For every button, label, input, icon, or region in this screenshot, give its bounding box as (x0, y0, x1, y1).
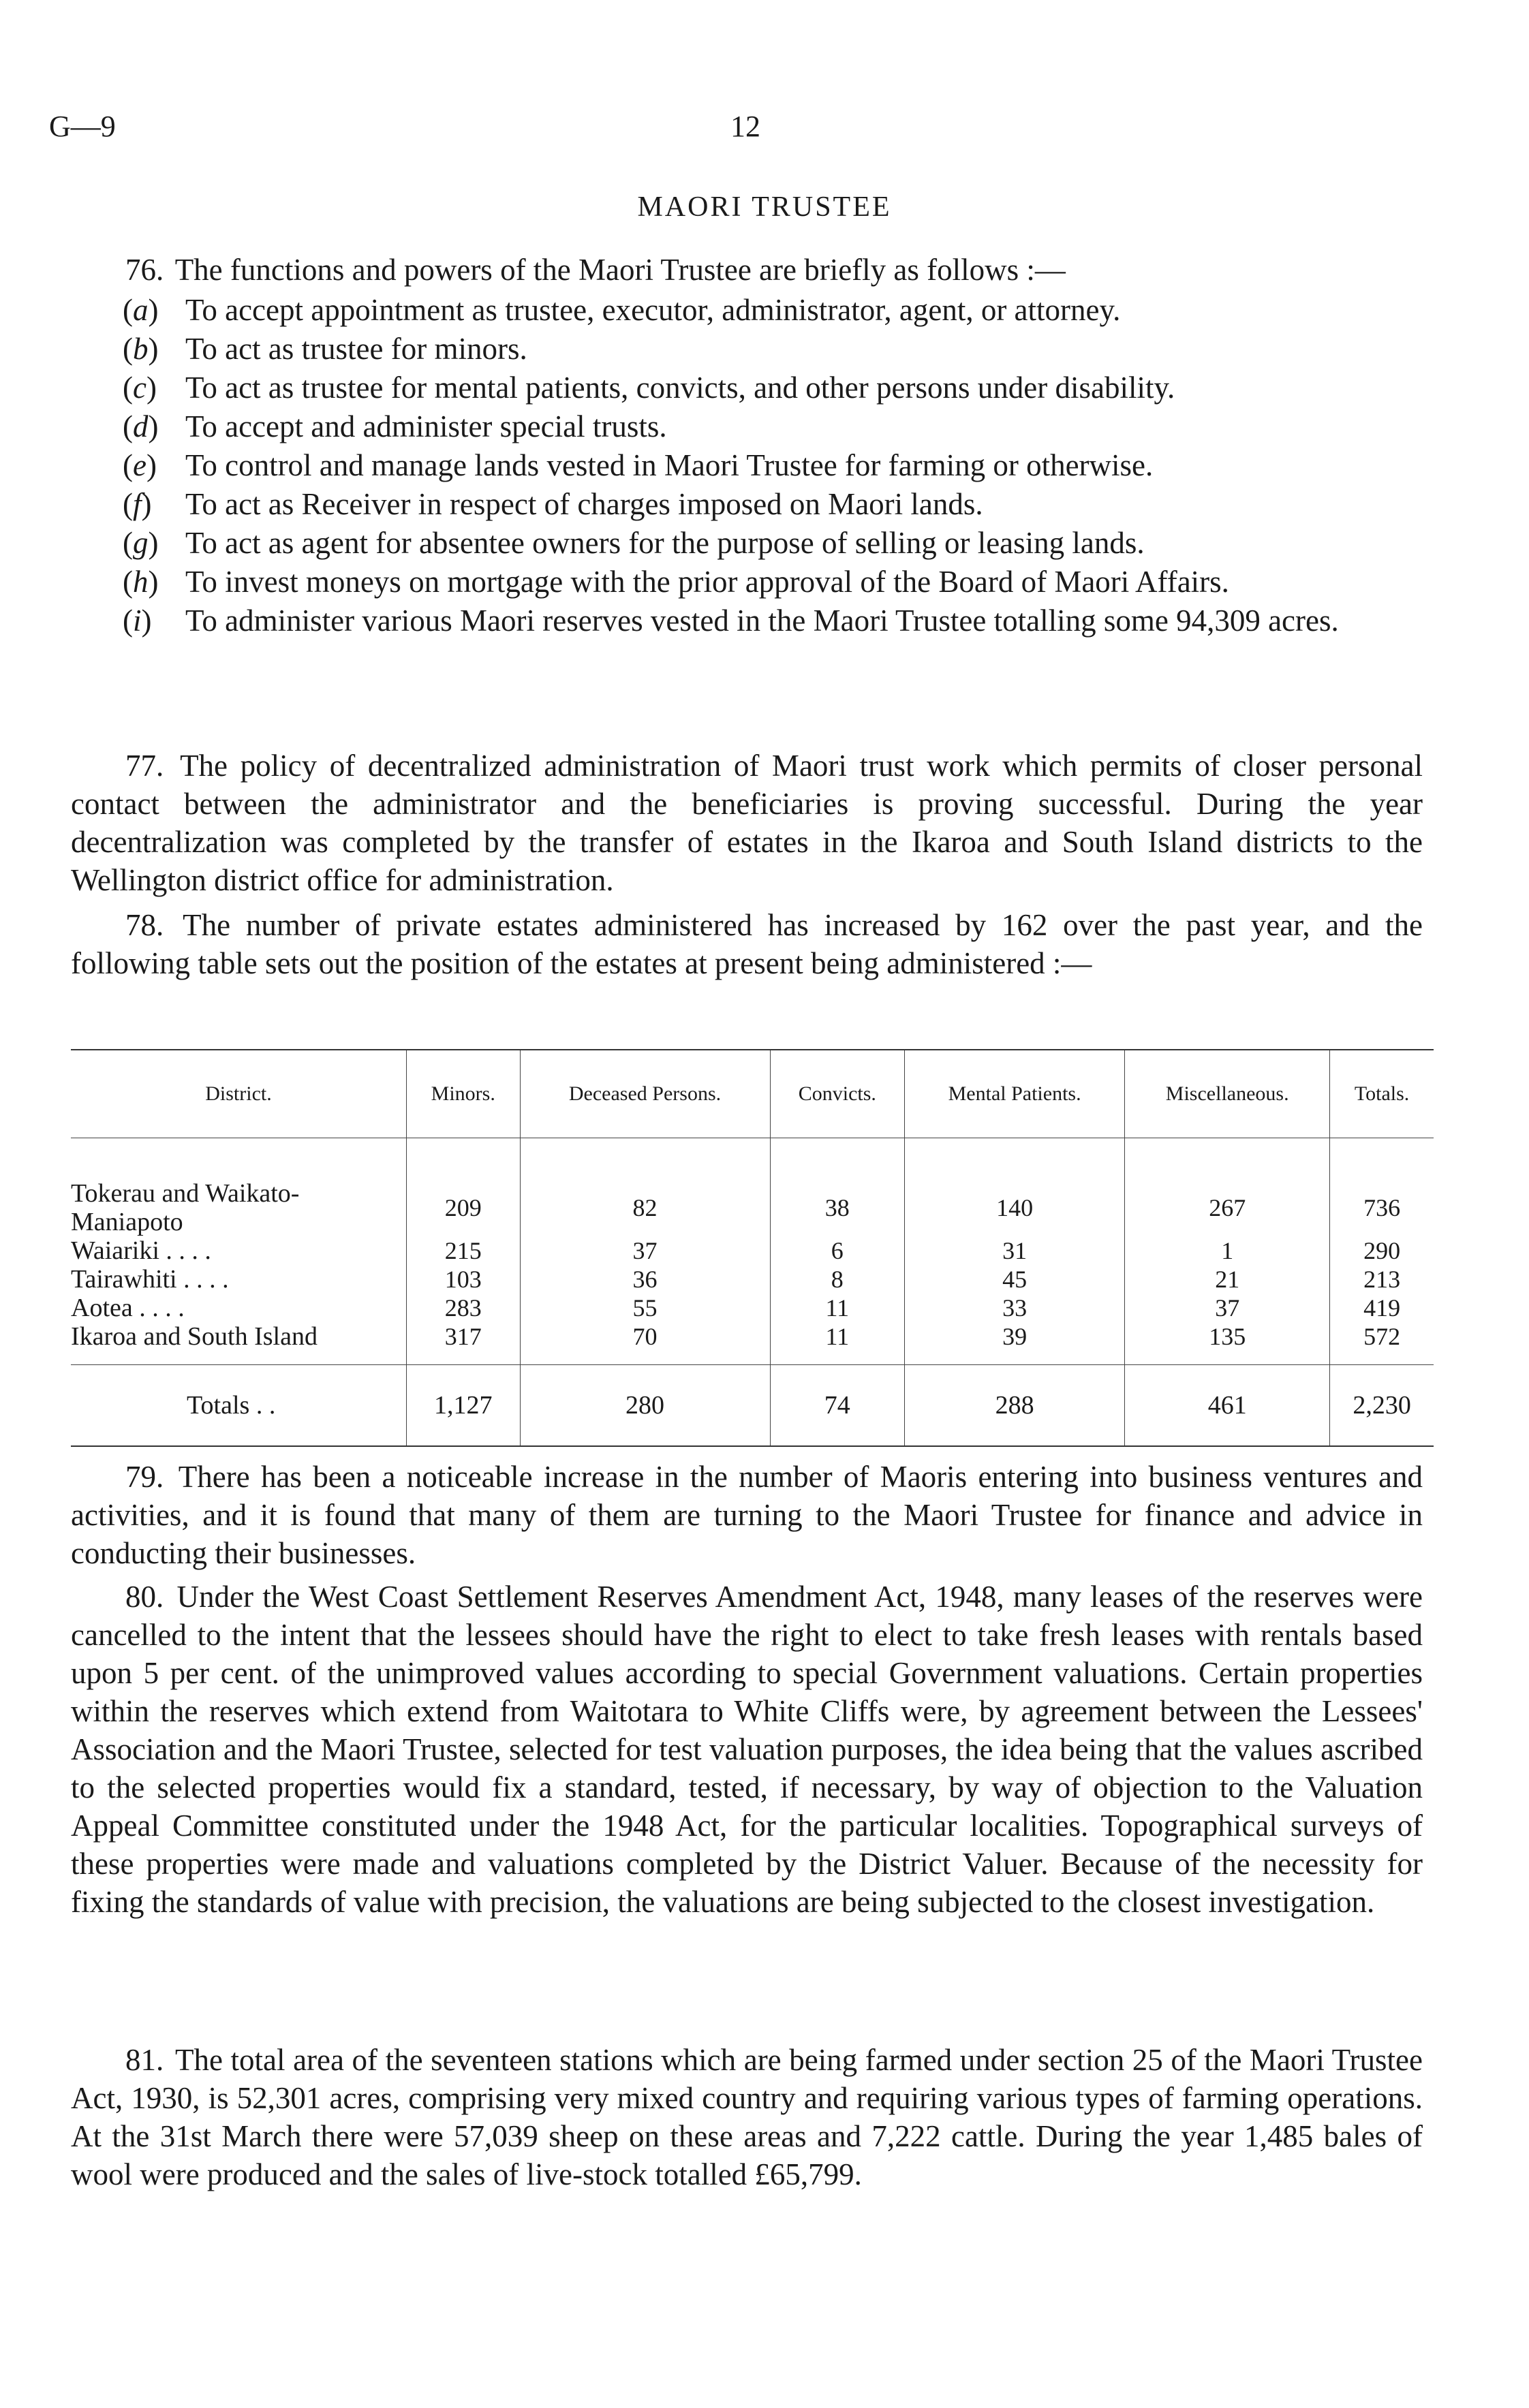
misc-cell: 1 (1125, 1236, 1330, 1265)
table-row (71, 1179, 1434, 1236)
misc-cell: 267 (1125, 1179, 1330, 1236)
function-item-b: (b) To act as trustee for minors. (123, 332, 527, 366)
district-cell: Ikaroa and South Island (71, 1322, 318, 1351)
estates-table-wrapper (71, 1049, 1434, 1447)
item-text: To administer various Maori reserves vested in the Maori Trustee totalling some 94,309 acres. (185, 604, 1339, 638)
totals-cell: 572 (1330, 1322, 1434, 1351)
minors-cell: 103 (407, 1265, 521, 1294)
deceased-cell: 37 (520, 1236, 770, 1265)
item-letter: b (133, 332, 149, 366)
document-code: G—9 (49, 110, 116, 143)
item-letter: f (133, 487, 142, 521)
deceased-total: 280 (520, 1364, 770, 1445)
column-header-district: District. (205, 1082, 272, 1105)
minors-cell: 317 (407, 1322, 521, 1351)
misc-cell: 135 (1125, 1322, 1330, 1351)
table-row (71, 1322, 1434, 1351)
paragraph-text: Under the West Coast Settlement Reserves Amendment Act, 1948, many leases of the reserves were cancelled to the intent that the lessees should have the right to elect to take fresh leases with rentals based upon 5 per cent. of the unimproved values according to special Government valuations. Certain properties within the reserves which extend from Waitotara to White Cliffs were, by agreement between the Lessees' Association and the Maori Trustee, selected for test valuation purposes, the idea being that the values ascribed to the selected properties would fix a standard, tested, if necessary, by way of objection to the Valuation Appeal Committee constituted under the 1948 Act, for the particular localities. Topographical surveys of these properties were made and valuations completed by the District Valuer. Because of the necessity for fixing the standards of value with precision, the valuations are being subjected to the closest investigation. (71, 1580, 1423, 1919)
deceased-cell: 55 (520, 1294, 770, 1322)
paragraph-text: The functions and powers of the Maori Trustee are briefly as follows :— (174, 253, 1066, 287)
table-header-row (71, 1050, 1434, 1138)
section-title: MAORI TRUSTEE (637, 191, 892, 223)
paragraph-number: 77. (125, 749, 164, 783)
paragraph-number: 78. (125, 908, 164, 942)
minors-cell: 215 (407, 1236, 521, 1265)
convicts-cell: 11 (770, 1294, 905, 1322)
grand-total: 2,230 (1330, 1364, 1434, 1445)
function-item-i: (i) To administer various Maori reserves vested in the Maori Trustee totalling some 94,309 acres. (123, 604, 1339, 638)
totals-cell: 419 (1330, 1294, 1434, 1322)
functions-list (123, 292, 1417, 641)
item-text: To act as trustee for mental patients, convicts, and other persons under disability. (185, 371, 1175, 405)
item-text: To act as Receiver in respect of charges imposed on Maori lands. (185, 487, 983, 521)
table-row (71, 1236, 1434, 1265)
paragraph-81 (71, 2041, 1423, 2193)
table-row (71, 1294, 1434, 1322)
convicts-cell: 11 (770, 1322, 905, 1351)
paragraph-text: The policy of decentralized administration of Maori trust work which permits of closer personal contact between the administrator and the beneficiaries is proving successful. During the year decentralization was completed by the transfer of estates in the Ikaroa and South Island districts to the Wellington district office for administration. (71, 749, 1423, 897)
paragraph-text: There has been a noticeable increase in the number of Maoris entering into business ventures and activities, and it is found that many of them are turning to the Maori Trustee for finance and advice in conducting their businesses. (71, 1460, 1423, 1570)
misc-cell: 37 (1125, 1294, 1330, 1322)
item-letter: d (133, 409, 149, 443)
column-header-deceased: Deceased Persons. (520, 1050, 770, 1138)
function-item-g: (g) To act as agent for absentee owners for the purpose of selling or leasing lands. (123, 526, 1145, 560)
minors-cell: 209 (407, 1179, 521, 1236)
mental-cell: 31 (905, 1236, 1125, 1265)
paragraph-text: The total area of the seventeen stations which are being farmed under section 25 of the Maori Trustee Act, 1930, is 52,301 acres, comprising very mixed country and requiring various types of farming operations. At the 31st March there were 57,039 sheep on these areas and 7,222 cattle. During the year 1,485 bales of wool were produced and the sales of live-stock totalled £65,799. (71, 2043, 1423, 2191)
item-text: To invest moneys on mortgage with the prior approval of the Board of Maori Affairs. (185, 565, 1229, 599)
paragraph-79 (71, 1458, 1423, 1572)
estates-table (71, 1050, 1434, 1445)
item-letter: a (133, 293, 149, 327)
item-letter: c (133, 371, 146, 405)
paragraph-number: 80. (125, 1580, 164, 1614)
paragraph-number: 79. (125, 1460, 164, 1494)
item-text: To accept appointment as trustee, executor, administrator, agent, or attorney. (185, 293, 1121, 327)
column-header-convicts: Convicts. (770, 1050, 905, 1138)
district-cell: Waiariki . . . . (71, 1236, 211, 1265)
page-number: 12 (730, 110, 760, 143)
mental-cell: 39 (905, 1322, 1125, 1351)
column-header-miscellaneous: Miscellaneous. (1125, 1050, 1330, 1138)
paragraph-77 (71, 747, 1423, 899)
item-letter: h (133, 565, 149, 599)
totals-cell: 290 (1330, 1236, 1434, 1265)
item-letter: i (133, 604, 142, 638)
column-header-minors: Minors. (407, 1050, 521, 1138)
deceased-cell: 36 (520, 1265, 770, 1294)
paragraph-80 (71, 1578, 1423, 1921)
function-item-e: (e) To control and manage lands vested in Maori Trustee for farming or otherwise. (123, 448, 1154, 482)
district-cell: Tokerau and Waikato-Maniapoto (71, 1179, 300, 1236)
deceased-cell: 70 (520, 1322, 770, 1351)
item-text: To act as agent for absentee owners for the purpose of selling or leasing lands. (185, 526, 1145, 560)
district-cell: Tairawhiti . . . . (71, 1265, 229, 1294)
function-item-c: (c) To act as trustee for mental patients, convicts, and other persons under disability. (123, 371, 1175, 405)
item-letter: e (133, 448, 146, 482)
paragraph-number: 76. (125, 253, 164, 287)
paragraph-78 (71, 906, 1423, 982)
table-bottom-rule (71, 1445, 1434, 1447)
district-cell: Aotea . . . . (71, 1294, 185, 1322)
convicts-cell: 8 (770, 1265, 905, 1294)
column-header-totals: Totals. (1330, 1050, 1434, 1138)
convicts-cell: 6 (770, 1236, 905, 1265)
item-text: To accept and administer special trusts. (185, 409, 667, 443)
table-row (71, 1265, 1434, 1294)
mental-cell: 33 (905, 1294, 1125, 1322)
totals-cell: 736 (1330, 1179, 1434, 1236)
convicts-cell: 38 (770, 1179, 905, 1236)
misc-cell: 21 (1125, 1265, 1330, 1294)
function-item-h: (h) To invest moneys on mortgage with the prior approval of the Board of Maori Affairs. (123, 565, 1229, 599)
totals-label: Totals . . (71, 1364, 407, 1445)
mental-cell: 45 (905, 1265, 1125, 1294)
item-letter: g (133, 526, 149, 560)
misc-total: 461 (1125, 1364, 1330, 1445)
paragraph-text: The number of private estates administered has increased by 162 over the past year, and the following table sets out the position of the estates at present being administered :— (71, 908, 1423, 980)
mental-total: 288 (905, 1364, 1125, 1445)
table-totals-row (71, 1364, 1434, 1445)
paragraph-number: 81. (125, 2043, 164, 2077)
mental-cell: 140 (905, 1179, 1125, 1236)
convicts-total: 74 (770, 1364, 905, 1445)
minors-total: 1,127 (407, 1364, 521, 1445)
item-text: To control and manage lands vested in Maori Trustee for farming or otherwise. (185, 448, 1154, 482)
function-item-a: (a) To accept appointment as trustee, executor, administrator, agent, or attorney. (123, 293, 1121, 327)
deceased-cell: 82 (520, 1179, 770, 1236)
page-header (49, 109, 1461, 150)
minors-cell: 283 (407, 1294, 521, 1322)
paragraph-76 (71, 251, 1423, 289)
item-text: To act as trustee for minors. (185, 332, 527, 366)
totals-cell: 213 (1330, 1265, 1434, 1294)
column-header-mental: Mental Patients. (905, 1050, 1125, 1138)
function-item-d: (d) To accept and administer special trusts. (123, 409, 667, 443)
function-item-f: (f) To act as Receiver in respect of charges imposed on Maori lands. (123, 487, 983, 521)
